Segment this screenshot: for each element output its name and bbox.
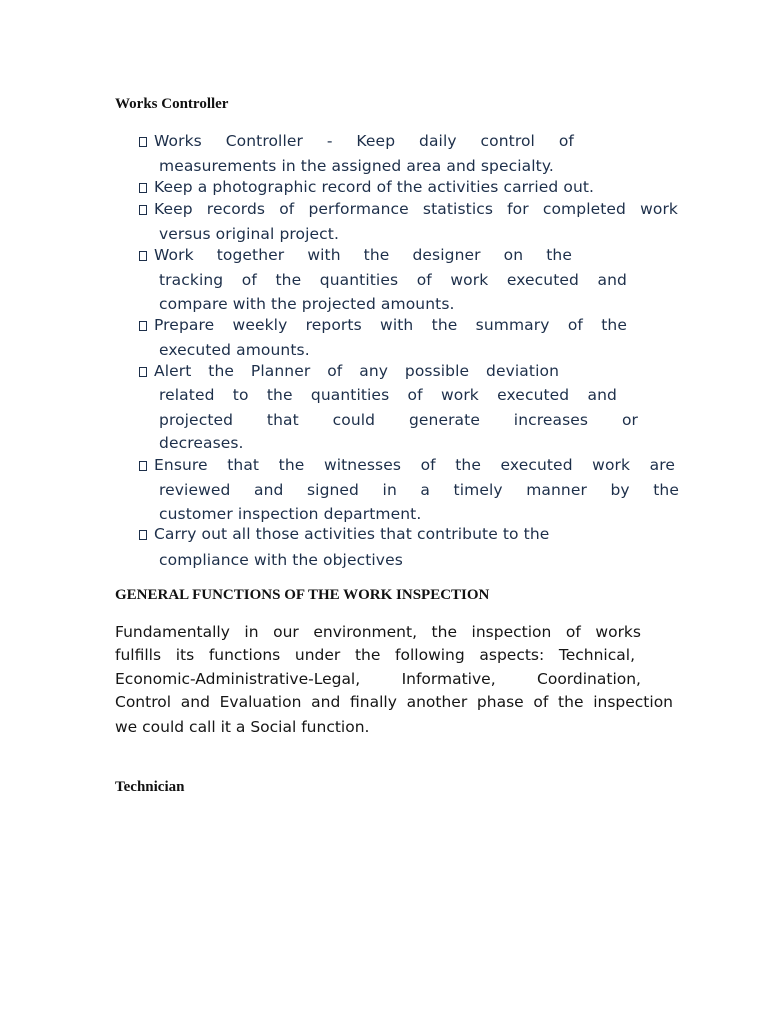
paragraph-line: we could call it a Social function. [115, 718, 370, 736]
bullet-line: customer inspection department. [159, 505, 422, 523]
bullet-line: compliance with the objectives [159, 551, 403, 569]
bullet-line: measurements in the assigned area and specialty. [159, 157, 554, 175]
bullet-line: Keep records of performance statistics for completed work [154, 200, 678, 218]
bullet-box-icon [139, 321, 147, 331]
bullet-line: decreases. [159, 434, 244, 452]
bullet-box-icon [139, 205, 147, 215]
bullet-line: tracking of the quantities of work executed and [159, 271, 627, 289]
bullet-line: Work together with the designer on the [154, 246, 572, 264]
paragraph-line: fulfills its functions under the following aspects: Technical, [115, 646, 635, 664]
bullet-line: Keep a photographic record of the activities carried out. [154, 178, 595, 196]
bullet-line: executed amounts. [159, 341, 310, 359]
bullet-box-icon [139, 461, 147, 471]
bullet-line: compare with the projected amounts. [159, 295, 455, 313]
bullet-box-icon [139, 530, 147, 540]
section-heading-general-functions: GENERAL FUNCTIONS OF THE WORK INSPECTION [115, 587, 490, 603]
paragraph-line: Control and Evaluation and finally another phase of the inspection [115, 693, 673, 711]
bullet-line: related to the quantities of work executed and [159, 386, 617, 404]
bullet-line: projected that could generate increases or [159, 411, 638, 429]
bullet-line: Alert the Planner of any possible deviation [154, 362, 559, 380]
bullet-line: Prepare weekly reports with the summary of the [154, 316, 627, 334]
bullet-box-icon [139, 251, 147, 261]
bullet-line: versus original project. [159, 225, 339, 243]
bullet-line: Works Controller - Keep daily control of [154, 132, 574, 150]
bullet-line: Carry out all those activities that contribute to the [154, 525, 550, 543]
bullet-box-icon [139, 367, 147, 377]
paragraph-line: Economic-Administrative-Legal, Informative, Coordination, [115, 670, 641, 688]
bullet-line: reviewed and signed in a timely manner by the [159, 481, 679, 499]
bullet-box-icon [139, 137, 147, 147]
section-heading-technician: Technician [115, 779, 185, 795]
paragraph-line: Fundamentally in our environment, the inspection of works [115, 623, 641, 641]
bullet-box-icon [139, 183, 147, 193]
bullet-line: Ensure that the witnesses of the executed work are [154, 456, 675, 474]
section-heading-works-controller: Works Controller [115, 96, 229, 112]
